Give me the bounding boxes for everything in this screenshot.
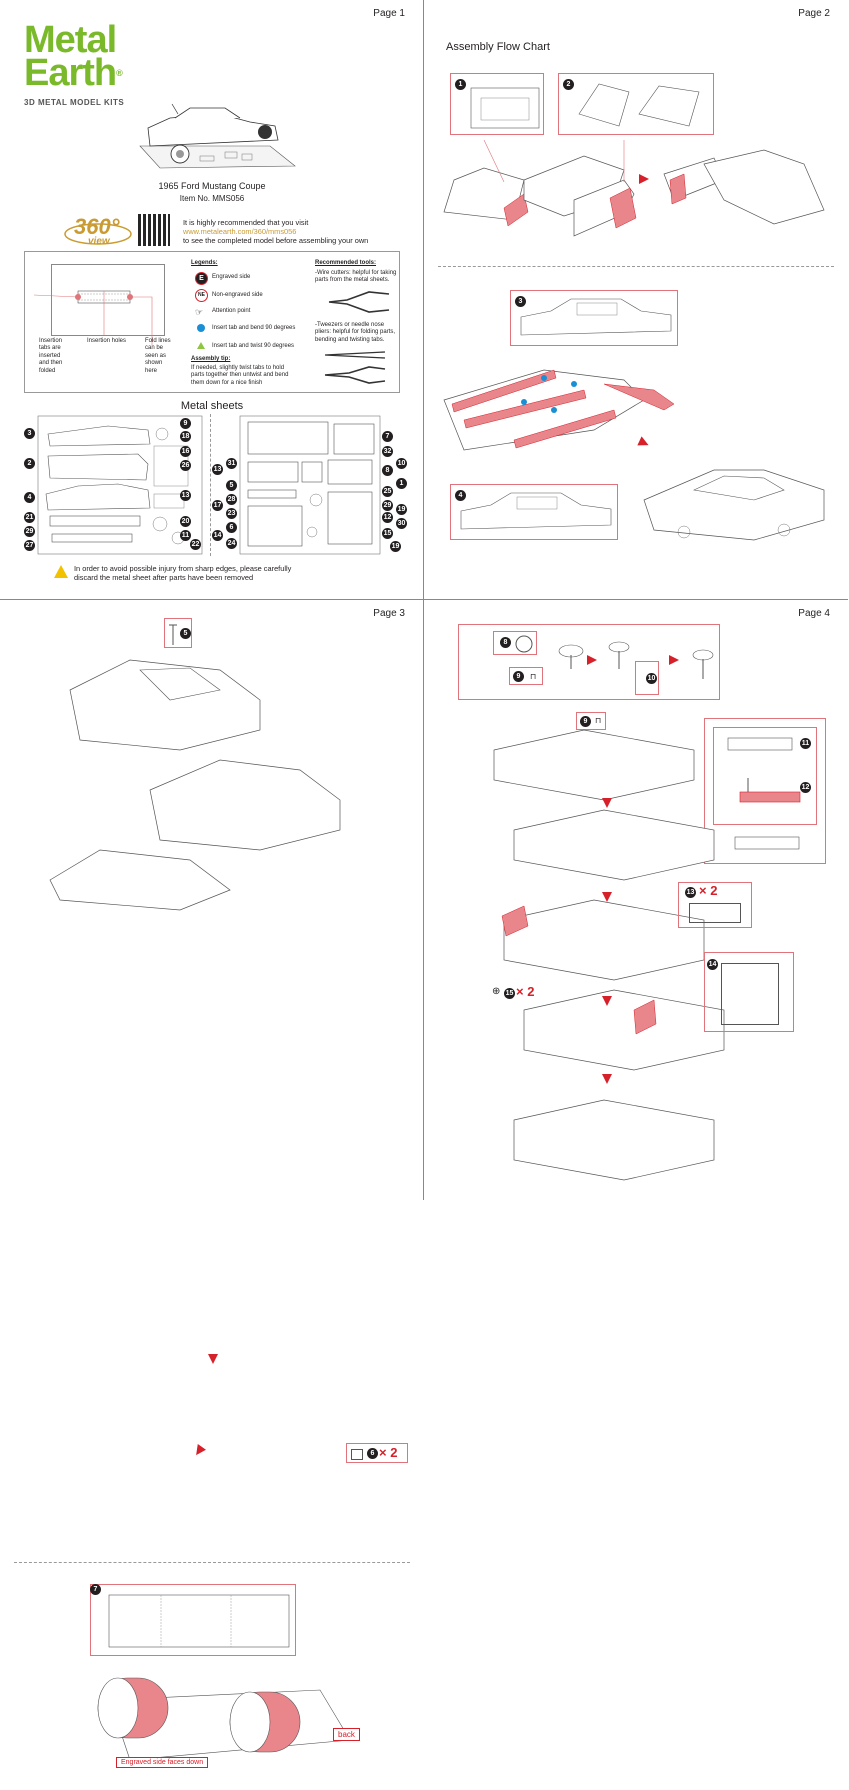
step-13-multiplier: × 2 (699, 883, 718, 898)
tab-bend-label: Insert tab and bend 90 degrees (212, 325, 296, 331)
recommend-line-3: to see the completed model before assembling your own (183, 236, 369, 245)
step-14-box (704, 952, 794, 1032)
blue-dot-icon (197, 324, 205, 332)
non-engraved-side-icon: NE (195, 289, 208, 302)
recommend-url-link[interactable]: www.metalearth.com/360/mms056 (183, 227, 297, 236)
sheet-callout-29b: 29 (383, 502, 392, 509)
page-number: Page 1 (373, 8, 405, 19)
step-3-number: 3 (515, 296, 526, 307)
step-3-part-sketch (511, 291, 679, 347)
step-15-number: 15 (505, 990, 514, 997)
step-8-number: 8 (500, 637, 511, 648)
step-14-part-icon (721, 963, 779, 1025)
step-arrow-down-icon-2 (602, 892, 612, 902)
sheet-callout-16: 16 (181, 448, 190, 455)
sheet-callout-31: 31 (227, 460, 236, 467)
step-9b-number: 9 (580, 716, 591, 727)
sheet-callout-23: 23 (227, 510, 236, 517)
back-label: back (333, 1728, 360, 1741)
sheet-callout-12: 12 (383, 514, 392, 521)
tool-wire-cutters-label: -Wire cutters: helpful for taking parts from the metal sheets. (315, 270, 397, 284)
step-9b-part-icon: ⊓ (595, 716, 602, 725)
step-6-multiplier: × 2 (379, 1445, 398, 1460)
floor-rolled-diagram (80, 1660, 440, 1790)
sheet-callout-17: 17 (213, 502, 222, 509)
step-2-part-sketch (559, 74, 715, 136)
step-7-floor-panel (91, 1585, 297, 1657)
step-9-part-icon: ⊓ (530, 672, 537, 681)
car-model-illustration (130, 96, 300, 176)
metal-sheet-1 (38, 416, 202, 554)
step-12-number: 12 (801, 784, 810, 791)
step-10-number: 10 (647, 675, 656, 682)
sheet-callout-30: 30 (397, 520, 406, 527)
warning-line-1: In order to avoid possible injury from sharp edges, please carefully (74, 564, 292, 573)
step-arrow-down-icon-3 (602, 996, 612, 1006)
sheet-callout-10: 10 (397, 460, 406, 467)
step-5-number: 5 (180, 628, 191, 639)
step-1-box (450, 73, 544, 135)
sheet-callout-19: 19 (397, 506, 406, 513)
engraved-side-icon: E (195, 272, 208, 285)
sheet-callout-21: 21 (25, 514, 34, 521)
metal-sheets-title: Metal sheets (180, 400, 244, 412)
sheet-divider (210, 414, 211, 556)
flow-body-assembly (424, 140, 844, 260)
sheet-callout-5: 5 (226, 480, 237, 491)
tweezers-icon (325, 350, 385, 360)
attention-point-label: Attention point (212, 308, 251, 314)
recommend-line-1: It is highly recommended that you visit (183, 218, 309, 227)
sheet-callout-18: 18 (181, 433, 190, 440)
warning-icon (54, 565, 68, 578)
sheet-callout-22: 22 (191, 541, 200, 548)
insertion-holes-label: Insertion holes (87, 338, 127, 344)
sheet-callout-9: 9 (180, 418, 191, 429)
insertion-tabs-label: Insertion tabs are inserted and then folded (39, 338, 63, 374)
sheet-callout-25: 25 (383, 488, 392, 495)
sheet-callout-26: 26 (181, 462, 190, 469)
step-arrow-down-icon (208, 1354, 218, 1364)
engraved-side-label: Engraved side (212, 274, 251, 280)
sheet-callout-14: 14 (213, 532, 222, 539)
wire-cutters-icon (329, 290, 389, 314)
sheet-callout-20: 20 (181, 518, 190, 525)
brand-subtitle: 3D METAL MODEL KITS (24, 98, 125, 107)
step-11-number: 11 (801, 740, 810, 747)
page-3 (0, 600, 424, 1766)
sheet-callout-28: 28 (227, 496, 236, 503)
section-divider (14, 1562, 410, 1563)
step-6-part-icon (351, 1449, 363, 1460)
sheet-callout-19b: 19 (391, 543, 400, 550)
legends-title: Legends: (191, 260, 218, 266)
sheet-callout-4: 4 (24, 492, 35, 503)
step-15-multiplier: × 2 (516, 984, 535, 999)
logo-line-2: Earth® (24, 52, 122, 94)
hand-pointer-icon: ☞ (195, 307, 204, 317)
flow-arrow-right-icon (639, 174, 649, 184)
car-body-result (634, 460, 834, 560)
warning-line-2: discard the metal sheet after parts have been removed (74, 573, 254, 582)
steering-assembly-box (458, 624, 720, 700)
logo-line-1: Metal (24, 19, 117, 61)
sheet-callout-27: 27 (25, 542, 34, 549)
sheet-callout-7: 7 (382, 431, 393, 442)
tab-twist-label: Insert tab and twist 90 degrees (212, 343, 295, 349)
item-number: Item No. MMS056 (179, 194, 245, 203)
legend-box (24, 251, 400, 393)
page-number: Page 4 (798, 608, 830, 619)
fold-example-diagram (51, 264, 165, 336)
step-3-box (510, 290, 678, 346)
brand-logo (24, 19, 122, 94)
step-arrow-down-icon-1 (602, 798, 612, 808)
step-9-number: 9 (513, 671, 524, 682)
tool-tweezers-label: -Tweezers or needle nose pliers: helpful for folding parts, bending and twisting tabs. (315, 322, 396, 343)
page-number: Page 3 (373, 608, 405, 619)
sheet-callout-13b: 13 (213, 466, 222, 473)
page-1 (0, 0, 424, 600)
step-4-box (450, 484, 618, 540)
step-13-part-icon (689, 903, 741, 923)
sheet-callout-8: 8 (382, 465, 393, 476)
sheet-callout-15: 15 (383, 530, 392, 537)
steering-parts-sketch (459, 625, 721, 701)
recommendation-text (183, 218, 413, 245)
step-4-number: 4 (455, 490, 466, 501)
fold-lines-label: Fold lines can be seen as shown here (145, 338, 171, 374)
assembly-tip-text: If needed, slightly twist tabs to hold parts together then untwist and bend them down for a nice finish (191, 365, 289, 386)
tools-title: Recommended tools: (315, 260, 377, 266)
green-triangle-icon (197, 342, 205, 349)
orbit-swoosh-icon (62, 214, 132, 250)
non-engraved-side-label: Non-engraved side (212, 292, 263, 298)
body-side-assembly (424, 340, 844, 480)
flow-chart-title: Assembly Flow Chart (446, 41, 550, 53)
step-7-number: 7 (90, 1584, 101, 1595)
page-number: Page 2 (798, 8, 830, 19)
section-divider (438, 266, 834, 267)
step-2-box (558, 73, 714, 135)
sheet-callout-1: 1 (396, 478, 407, 489)
page-2 (424, 0, 848, 600)
step-15-part-icon: ⊕ (492, 986, 501, 997)
sheet-callout-2: 2 (24, 458, 35, 469)
step-14-number: 14 (708, 961, 717, 968)
metal-sheet-2 (240, 416, 380, 554)
sheet-callout-13: 13 (181, 492, 190, 499)
windshield-assembly (0, 640, 420, 900)
step-arrow-diag-icon (192, 1444, 206, 1458)
step-2-number: 2 (563, 79, 574, 90)
step-arrow-down-icon-4 (602, 1074, 612, 1084)
page-4 (424, 600, 848, 1200)
step-6-number: 6 (367, 1448, 378, 1459)
needle-nose-pliers-icon (325, 366, 385, 384)
sheet-callout-29: 29 (25, 528, 34, 535)
step-7-box (90, 1584, 296, 1656)
step-6-box (346, 1443, 408, 1463)
step-13-number: 13 (686, 889, 695, 896)
fold-example-sketch (52, 265, 164, 335)
view-360-label: view (88, 236, 110, 247)
step-1-number: 1 (455, 79, 466, 90)
step-13-box (678, 882, 752, 928)
sheet-callout-6: 6 (226, 522, 237, 533)
sheet-callout-24: 24 (227, 540, 236, 547)
engraved-side-note: Engraved side faces down (116, 1757, 208, 1768)
step-1-part-sketch (451, 74, 545, 136)
assembly-tip-title: Assembly tip: (191, 356, 231, 362)
sheet-callout-3: 3 (24, 428, 35, 439)
model-name: 1965 Ford Mustang Coupe (158, 181, 266, 191)
sheet-callout-11: 11 (181, 532, 190, 539)
step-4-part-sketch (451, 485, 619, 541)
view-360-number: 360° (74, 214, 120, 239)
qr-code-icon[interactable] (138, 214, 170, 246)
safety-warning (74, 564, 374, 582)
view-360-badge[interactable] (62, 214, 132, 250)
sheet-callout-32: 32 (383, 448, 392, 455)
